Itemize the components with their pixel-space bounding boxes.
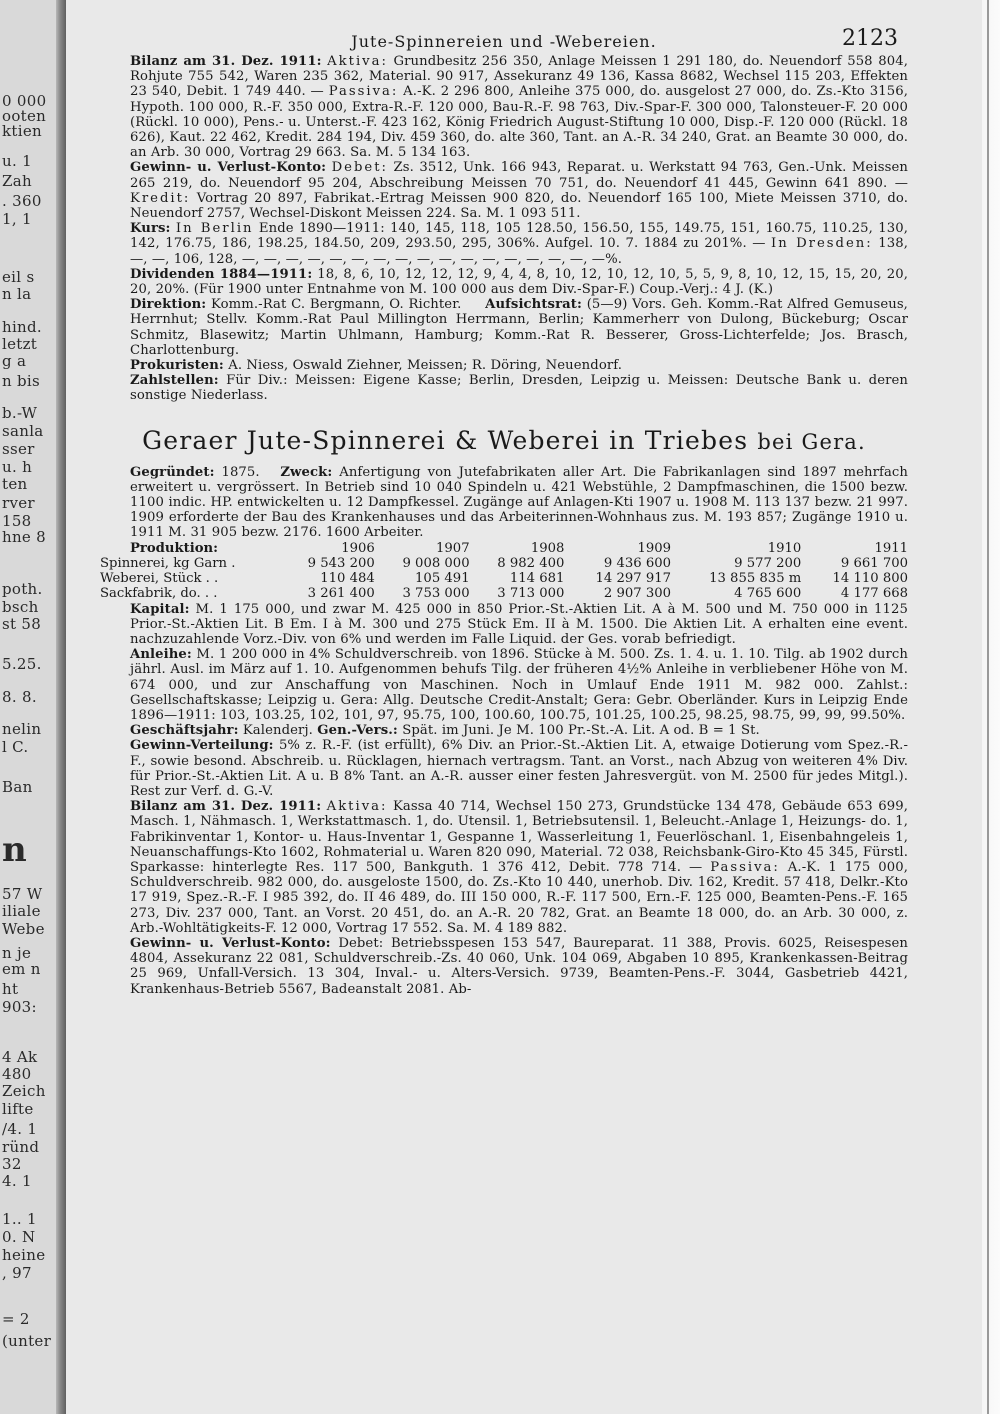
kapital-paragraph xyxy=(100,602,908,648)
kapital-label: Kapital: xyxy=(130,601,190,617)
margin-fragment: Zeich xyxy=(2,1082,46,1100)
geschaeftsjahr-paragraph xyxy=(100,723,908,738)
kurs-berlin-text: Ende 1890—1911: 140, 145, 118, 105 128.50, 156.50, 155, 149.75, 151, 160.75, 110.25, 130, 142, 176.75, 186, 198.25, 184.50, 209, 293.50, 295, 306%. Aufgel. 10. 7. 1884 zu 201%. — xyxy=(130,221,908,252)
kurs-dresden-text: 138, —, —, 106, 128, —, —, —, —, —, —, —, —, —, —, —, —, —, —, —, —, —%. xyxy=(130,236,909,267)
table-cell: 114 681 xyxy=(509,571,565,587)
margin-fragment: lifte xyxy=(2,1100,34,1118)
margin-fragment: 1.. 1 xyxy=(2,1210,37,1228)
anleihe-paragraph xyxy=(100,647,908,723)
margin-fragment: (unter xyxy=(2,1332,52,1350)
gegruendet-paragraph xyxy=(100,465,908,541)
margin-fragment: Webe xyxy=(2,920,45,938)
year-header: 1907 xyxy=(436,540,470,556)
table-cell: 3 753 000 xyxy=(402,586,470,602)
margin-fragment: sser xyxy=(2,440,35,458)
table-cell: 9 661 700 xyxy=(840,555,908,571)
direktion-label: Direktion: xyxy=(130,297,207,313)
margin-fragment: = 2 xyxy=(2,1310,30,1328)
margin-fragment: ht xyxy=(2,980,19,998)
debet2-label: Debet: xyxy=(338,935,384,951)
row-label: Weberei, Stück . . xyxy=(100,571,219,587)
margin-fragment: u. h xyxy=(2,458,33,476)
bilanz-passiva-text: A.-K. 2 296 800, Anleihe 375 000, do. ausgelost 27 000, do. Zs.-Kto 3156, Hypoth. 100 000, R.-F. 350 000, Extra-R.-F. 120 000, Bau-R.-F. 98 763, Div.-Spar-F. 300 000, Talonsteuer-F. 20 000 (Rückl. 10 000), Pens.- u. Unterst.-F. 423 162, König Friedrich August-Stiftung 10 000, Disp.-F. 120 000 (Rückl. 18 626), Kaut. 22 462, Kredit. 284 194, Div. 459 360, do. alte 360, Tant. an A.-R. 34 240, Grat. an Beamte 30 000, do. an Arb. 30 000, Vortrag 29 663. Sa. M. 5 134 163. xyxy=(130,84,908,161)
zahlstellen-label: Zahlstellen: xyxy=(130,373,219,389)
adjacent-page-strip xyxy=(0,0,66,1414)
aktiva-label: Aktiva: xyxy=(327,54,388,69)
margin-fragment: n xyxy=(2,830,28,870)
zahlstellen-text: Für Div.: Meissen: Eigene Kasse; Berlin, Dresden, Leipzig u. Meissen: Deutsche Bank u. deren sonstige Niederlass. xyxy=(130,373,908,404)
margin-fragment: iliale xyxy=(2,902,41,920)
gewinn2-debet-text: Betriebsspesen 153 547, Baureparat. 11 388, Provis. 6025, Reisespesen 4804, Assekuranz 22 081, Schuldverschreib.-Zs. 40 060, Unk. 104 069, Abgaben 10 895, Krankenkassen-Beitrag 25 969, Unfall-Versich. 13 304, Inval.- u. Alters-Versich. 9739, Beamten-Pens.-F. 3044, Gasbetrieb 4421, Krankenhaus-Betrieb 5567, Badeanstalt 2081. Ab- xyxy=(130,935,908,997)
gewinn2-paragraph xyxy=(100,936,908,997)
table-cell: 9 577 200 xyxy=(734,555,802,571)
gegruendet-year: 1875. xyxy=(221,464,260,480)
company-title-suffix: bei Gera. xyxy=(757,429,866,454)
table-cell: 9 543 200 xyxy=(307,555,375,571)
kurs-label: Kurs: xyxy=(130,221,171,237)
company-title xyxy=(100,426,908,455)
zahlstellen-paragraph xyxy=(100,373,908,403)
margin-fragment: Zah xyxy=(2,172,32,190)
dividenden-label: Dividenden 1884—1911: xyxy=(130,266,313,282)
bilanz-paragraph xyxy=(100,54,908,160)
margin-fragment: n la xyxy=(2,285,32,303)
year-header: 1908 xyxy=(530,540,565,556)
margin-fragment: 5.25. xyxy=(2,655,42,673)
page-edge-line xyxy=(987,0,989,1414)
table-cell: 14 297 917 xyxy=(595,571,672,587)
margin-fragment: 4 Ak xyxy=(2,1048,38,1066)
table-row xyxy=(100,556,908,571)
table-cell: 110 484 xyxy=(320,571,375,587)
page-gutter-shadow xyxy=(56,0,66,1414)
bilanz2-paragraph xyxy=(100,799,908,936)
margin-fragment: hne 8 xyxy=(2,528,47,546)
margin-fragment: 4. 1 xyxy=(2,1172,32,1190)
prokuristen-text: A. Niess, Oswald Ziehner, Meissen; R. Döring, Neuendorf. xyxy=(228,358,623,374)
margin-fragment: 158 xyxy=(2,512,32,530)
kredit-label: Kredit: xyxy=(130,190,191,206)
margin-fragment: 0 000 xyxy=(2,92,47,110)
gewinn-label: Gewinn- u. Verlust-Konto: xyxy=(130,160,327,176)
margin-fragment: 57 W xyxy=(2,885,43,903)
table-cell: 9 436 600 xyxy=(603,555,672,571)
anleihe-label: Anleihe: xyxy=(130,647,192,663)
margin-fragment: 480 xyxy=(2,1065,32,1083)
margin-fragment: b.-W xyxy=(2,404,38,422)
margin-fragment: 1, 1 xyxy=(2,210,32,228)
anleihe-text: M. 1 200 000 in 4% Schuldverschreib. von 1896. Stücke à M. 500. Zs. 1. 4. u. 1. 10. Tilg. ab 1902 durch jährl. Ausl. im März auf 1. 10. Aufgenommen behufs Tilg. der früheren 4½% Anleihe in verbliebener Höhe von M. 674 000, und zur Anschaffung von Maschinen. Noch in Umlauf Ende 1911 M. 982 000. Zahlst.: Gesellschaftskasse; Leipzig u. Gera: Allg. Deutsche Credit-Anstalt; Gera: Gebr. Oberländer. Kurs in Leipzig Ende 1896—1911: 103, 103.25, 102, 101, 97, 95.75, 100, 100.60, 100.75, 101.25, 100.25, 98.25, 98.75, 99, 99, 99.50%. xyxy=(130,647,908,723)
company-title-main: Geraer Jute-Spinnerei & Weberei in Triebes xyxy=(142,425,749,455)
gen-vers-label: Gen.-Vers.: xyxy=(317,723,398,739)
year-header: 1909 xyxy=(637,540,672,556)
zweck-label: Zweck: xyxy=(280,464,333,480)
document-page xyxy=(100,24,908,997)
gewinn-verteilung-paragraph xyxy=(100,738,908,799)
gewinn-verteilung-text: 5% z. R.-F. (ist erfüllt), 6% Div. an Prior.-St.-Aktien Lit. A, etwaige Dotierung vom Spez.-R.-F., sowie besond. Abschreib. u. Rücklagen, hiernach vertragsm. Tant. an Vorst., nach Abzug von weiteren 4% Div. für Prior.-St.-Aktien Lit. A u. B 8% Tant. an A.-R. ausser einer festen Jahresvergüt. von M. 2500 für jedes Mitgl.). Rest zur Verf. d. G.-V. xyxy=(130,738,909,799)
margin-fragment: ooten xyxy=(2,107,47,125)
margin-fragment: 32 xyxy=(2,1155,22,1173)
direktion-text: Komm.-Rat C. Bergmann, O. Richter. xyxy=(211,297,462,313)
margin-fragment: 903: xyxy=(2,998,37,1016)
margin-fragment: letzt xyxy=(2,335,38,353)
geschaeftsjahr-label: Geschäftsjahr: xyxy=(130,723,239,739)
margin-fragment: . 360 xyxy=(2,192,42,210)
margin-fragment: u. 1 xyxy=(2,152,32,170)
margin-fragment: heine xyxy=(2,1246,46,1264)
bilanz2-label: Bilanz am 31. Dez. 1911: xyxy=(130,799,322,815)
gewinn-paragraph xyxy=(100,160,908,221)
debet-label: Debet: xyxy=(331,160,388,176)
table-cell: 4 765 600 xyxy=(734,586,802,602)
dividenden-text: 18, 8, 6, 10, 12, 12, 12, 9, 4, 4, 8, 10, 12, 10, 12, 10, 5, 5, 9, 8, 10, 12, 15, 15, 20, 20, 20, 20%. (Für 1900 unter Entnahme von M. 100 000 aus dem Div.-Spar-F.) Coup.-Verj.: 4 J. (K.) xyxy=(130,266,909,298)
table-cell: 105 491 xyxy=(415,571,470,587)
aufsichtsrat-label: Aufsichtsrat: xyxy=(485,297,582,313)
dividenden-paragraph xyxy=(100,267,908,297)
margin-fragment: hind. xyxy=(2,318,42,336)
margin-fragment: n bis xyxy=(2,372,41,390)
passiva-label: Passiva: xyxy=(328,84,399,100)
margin-fragment: ten xyxy=(2,475,28,493)
passiva2-label: Passiva: xyxy=(710,859,780,875)
margin-fragment: ktien xyxy=(2,122,42,140)
table-row xyxy=(100,571,908,586)
table-cell: 9 008 000 xyxy=(402,555,470,571)
margin-fragment: ründ xyxy=(2,1138,40,1156)
aufsichtsrat-text: (5—9) Vors. Geh. Komm.-Rat Alfred Gemuseus, Herrnhut; Stellv. Komm.-Rat Paul Millington Herrmann, Berlin; Kammerherr von Dulong, Bückeburg; Oscar Schmitz, Blasewitz; Martin Uhlmann, Hamburg; Komm.-Rat R. Besserer, Gross-Lichterfelde; Jos. Brasch, Charlottenburg. xyxy=(130,297,908,358)
produktion-table xyxy=(100,541,908,602)
table-cell: 8 982 400 xyxy=(497,555,565,571)
direktion-paragraph xyxy=(100,297,908,358)
kurs-dresden-label: In Dresden: xyxy=(771,236,873,252)
year-header: 1906 xyxy=(341,540,375,556)
zweck-text: Anfertigung von Jutefabrikaten aller Art. Die Fabrikanlagen sind 1897 mehrfach erweitert u. vergrössert. In Betrieb sind 10 040 Spindeln u. 421 Webstühle, 2 Dampfmaschinen, die 1500 bezw. 1100 indic. HP. entwickelten u. 12 Dampfkessel. Zugänge auf Anlagen-Kti 1907 u. 1908 M. 113 137 bezw. 21 997. 1909 erforderte der Bau des Krankenhauses und das Arbeiterinnen-Wohnhaus zus. M. 193 857; Zugänge 1910 u. 1911 M. 31 905 bezw. 2176. 1600 Arbeiter. xyxy=(130,464,909,541)
table-cell: 14 110 800 xyxy=(832,571,908,587)
row-label: Sackfabrik, do. . . xyxy=(100,586,218,602)
gegruendet-label: Gegründet: xyxy=(130,464,215,480)
row-label: Spinnerei, kg Garn . xyxy=(100,555,236,571)
table-cell: 13 855 835 m xyxy=(709,571,802,587)
geschaeftsjahr-text: Kalenderj. xyxy=(242,723,313,739)
kapital-text: M. 1 175 000, und zwar M. 425 000 in 850 Prior.-St.-Aktien Lit. A à M. 500 und M. 750 000 in 1125 Prior.-St.-Aktien Lit. B Em. I à M. 300 und 275 Stück Em. II à M. 1500. Die Aktien Lit. A erhalten eine event. nachzuzahlende Vorz.-Div. von 6% und werden im Falle Liquid. der Ges. vorab befriedigt. xyxy=(130,601,908,647)
margin-fragment: eil s xyxy=(2,268,35,286)
bilanz-label: Bilanz am 31. Dez. 1911: xyxy=(130,54,322,69)
produktion-label: Produktion: xyxy=(130,540,218,556)
margin-fragment: rver xyxy=(2,494,35,512)
margin-fragment: 0. N xyxy=(2,1228,36,1246)
table-cell: 4 177 668 xyxy=(840,586,908,602)
table-row xyxy=(100,586,908,601)
produktion-header-row xyxy=(100,541,908,556)
page-right-edge xyxy=(982,0,1000,1414)
year-header: 1911 xyxy=(874,540,908,556)
gewinn-verteilung-label: Gewinn-Verteilung: xyxy=(130,738,274,754)
margin-fragment: , 97 xyxy=(2,1264,32,1282)
margin-fragment: em n xyxy=(2,960,41,978)
prokuristen-label: Prokuristen: xyxy=(130,358,224,374)
table-cell: 3 261 400 xyxy=(307,586,375,602)
gen-vers-text: Spät. im Juni. Je M. 100 Pr.-St.-A. Lit. A od. B = 1 St. xyxy=(402,723,760,739)
year-header: 1910 xyxy=(767,540,802,556)
gewinn-debet-text: Zs. 3512, Unk. 166 943, Reparat. u. Werkstatt 94 763, Gen.-Unk. Meissen 265 219, do. Neuendorf 95 204, Abschreibung Meissen 70 751, do. Neuendorf 41 445, Gewinn 641 890. — xyxy=(130,160,908,191)
gewinn-kredit-text: Vortrag 20 897, Fabrikat.-Ertrag Meissen 900 820, do. Neuendorf 165 100, Miete Meissen 3710, do. Neuendorf 2757, Wechsel-Diskont Meissen 224. Sa. M. 1 093 511. xyxy=(130,190,908,222)
aktiva2-label: Aktiva: xyxy=(326,799,388,815)
bilanz2-aktiva-text: Kassa 40 714, Wechsel 150 273, Grundstücke 134 478, Gebäude 653 699, Masch. 1, Nähmasch. 1, Werkstattmasch. 1, do. Utensil. 1, Betriebsutensil. 1, Beleucht.-Anlage 1, Heizungs- do. 1, Fabrikinventar 1, Kontor- u. Haus-Inventar 1, Gespanne 1, Wasserleitung 1, Feuerlöschanl. 1, Eisenbahngeleis 1, Neuanschaffungs-Kto 1602, Rohmaterial u. Waren 820 090, Material. 72 038, Reichsbank-Giro-Kto 45 345, Fürstl. Sparkasse: hinterlegte Res. 117 500, Bankguth. 1 376 412, Debit. 778 714. — xyxy=(130,799,909,875)
margin-fragment: st 58 xyxy=(2,615,42,633)
gewinn2-label: Gewinn- u. Verlust-Konto: xyxy=(130,935,331,951)
margin-fragment: l C. xyxy=(2,738,29,756)
margin-fragment: poth. xyxy=(2,580,43,598)
margin-fragment: 8. 8. xyxy=(2,688,37,706)
page-number: 2123 xyxy=(842,26,898,51)
bilanz-aktiva-text: Grundbesitz 256 350, Anlage Meissen 1 291 180, do. Neuendorf 558 804, Rohjute 755 542, Waren 235 362, Material. 90 917, Assekuranz 49 136, Kassa 8682, Wechsel 115 203, Effekten 23 540, Debit. 1 749 440. — xyxy=(130,54,908,100)
page-header xyxy=(100,24,908,54)
running-head: Jute-Spinnereien und -Webereien. xyxy=(351,32,657,51)
margin-fragment: g a xyxy=(2,352,27,370)
bilanz2-passiva-text: A.-K. 1 175 000, Schuldverschreib. 982 000, do. ausgeloste 1500, do. Zs.-Kto 10 440, unerhob. Div. 162, Kredit. 57 418, Delkr.-Kto 17 919, Spez.-R.-F. I 985 392, do. II 46 489, do. III 150 000, R.-F. 117 500, Ern.-F. 125 000, Beamten-Pens.-F. 165 273, Div. 237 000, Tant. an Vorst. 20 451, do. an A.-R. 20 782, Grat. an Beamte 18 000, do. an Arb. 30 000, z. Arb.-Wohltätigkeits-F. 12 000, Vortrag 17 552. Sa. M. 4 189 882. xyxy=(130,859,909,936)
margin-fragment: nelin xyxy=(2,720,42,738)
prokuristen-paragraph xyxy=(100,358,908,373)
margin-fragment: Ban xyxy=(2,778,33,796)
kurs-paragraph xyxy=(100,221,908,267)
margin-fragment: /4. 1 xyxy=(2,1120,38,1138)
table-cell: 2 907 300 xyxy=(603,586,672,602)
table-cell: 3 713 000 xyxy=(497,586,565,602)
kurs-berlin-label: In Berlin xyxy=(175,221,254,237)
margin-fragment: n je xyxy=(2,944,32,962)
margin-fragment: sanla xyxy=(2,422,44,440)
margin-fragment: bsch xyxy=(2,598,39,616)
